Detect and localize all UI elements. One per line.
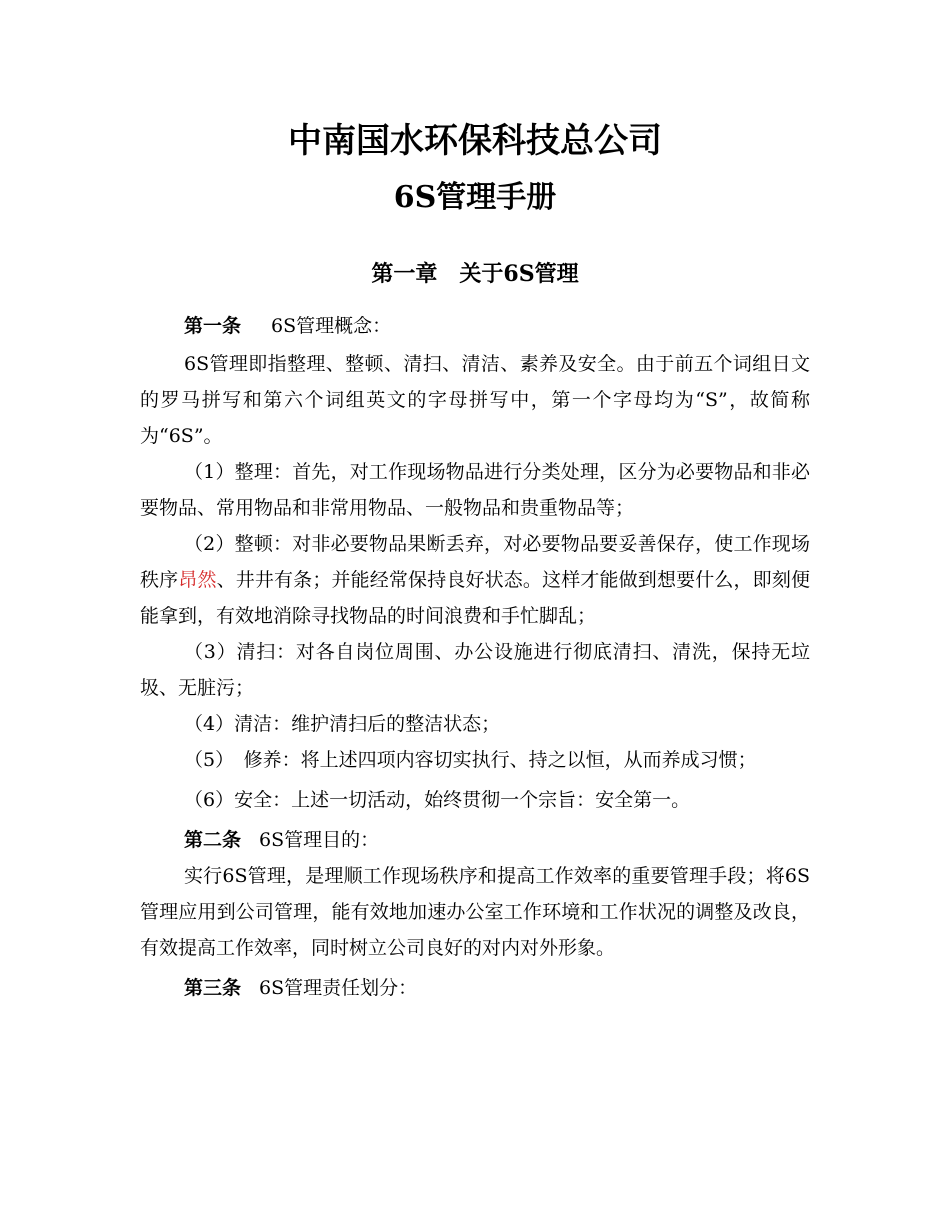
document-subtitle: 6S管理手册 — [393, 180, 557, 215]
item-2 — [140, 526, 810, 634]
purpose-paragraph: 实行6S管理，是理顺工作现场秩序和提高工作效率的重要管理手段；将6S管理应用到公司管理，能有效地加速办公室工作环境和工作状况的调整及改良，有效提高工作效率，同时树立公司良好的对内对外形象。 — [140, 865, 810, 959]
chapter-heading: 第一章 关于6S管理 — [371, 261, 579, 287]
article-3-label: 第三条 — [184, 977, 242, 999]
item-2-text-after: 、井井有条；并能经常保持良好状态。这样才能做到想要什么，即刻便能拿到，有效地消除寻找物品的时间浪费和手忙脚乱； — [140, 569, 810, 627]
article-1-label: 第一条 — [184, 315, 242, 337]
intro-paragraph: 6S管理即指整理、整顿、清扫、清洁、素养及安全。由于前五个词组日文的罗马拼写和第六个词组英文的字母拼写中，第一个字母均为“S”，故简称为“6S”。 — [140, 353, 810, 447]
article-1-text: 6S管理概念： — [271, 315, 392, 337]
article-3 — [140, 970, 810, 1006]
item-4: （4）清洁：维护清扫后的整洁状态； — [184, 713, 501, 735]
article-2-label: 第二条 — [184, 829, 242, 851]
item-6: （6）安全：上述一切活动，始终贯彻一个宗旨：安全第一。 — [184, 789, 691, 811]
article-1 — [140, 308, 810, 344]
item-5: （5） 修养：将上述四项内容切实执行、持之以恒，从而养成习惯； — [184, 749, 757, 771]
article-3-text: 6S管理责任划分： — [259, 977, 418, 999]
article-2 — [140, 822, 810, 858]
article-2-text: 6S管理目的： — [259, 829, 380, 851]
item-2-highlight: 昂然 — [178, 569, 217, 591]
item-2-text-before: （2）整顿：对非必要物品果断丢弃，对必要物品要妥善保存，使工作现场秩序 — [140, 533, 810, 591]
item-1: （1）整理：首先，对工作现场物品进行分类处理，区分为必要物品和非必要物品、常用物品和非常用物品、一般物品和贵重物品等； — [140, 461, 810, 519]
document-title: 中南国水环保科技总公司 — [288, 121, 662, 161]
item-3: （3）清扫：对各自岗位周围、办公设施进行彻底清扫、清洗，保持无垃圾、无脏污； — [140, 641, 810, 699]
